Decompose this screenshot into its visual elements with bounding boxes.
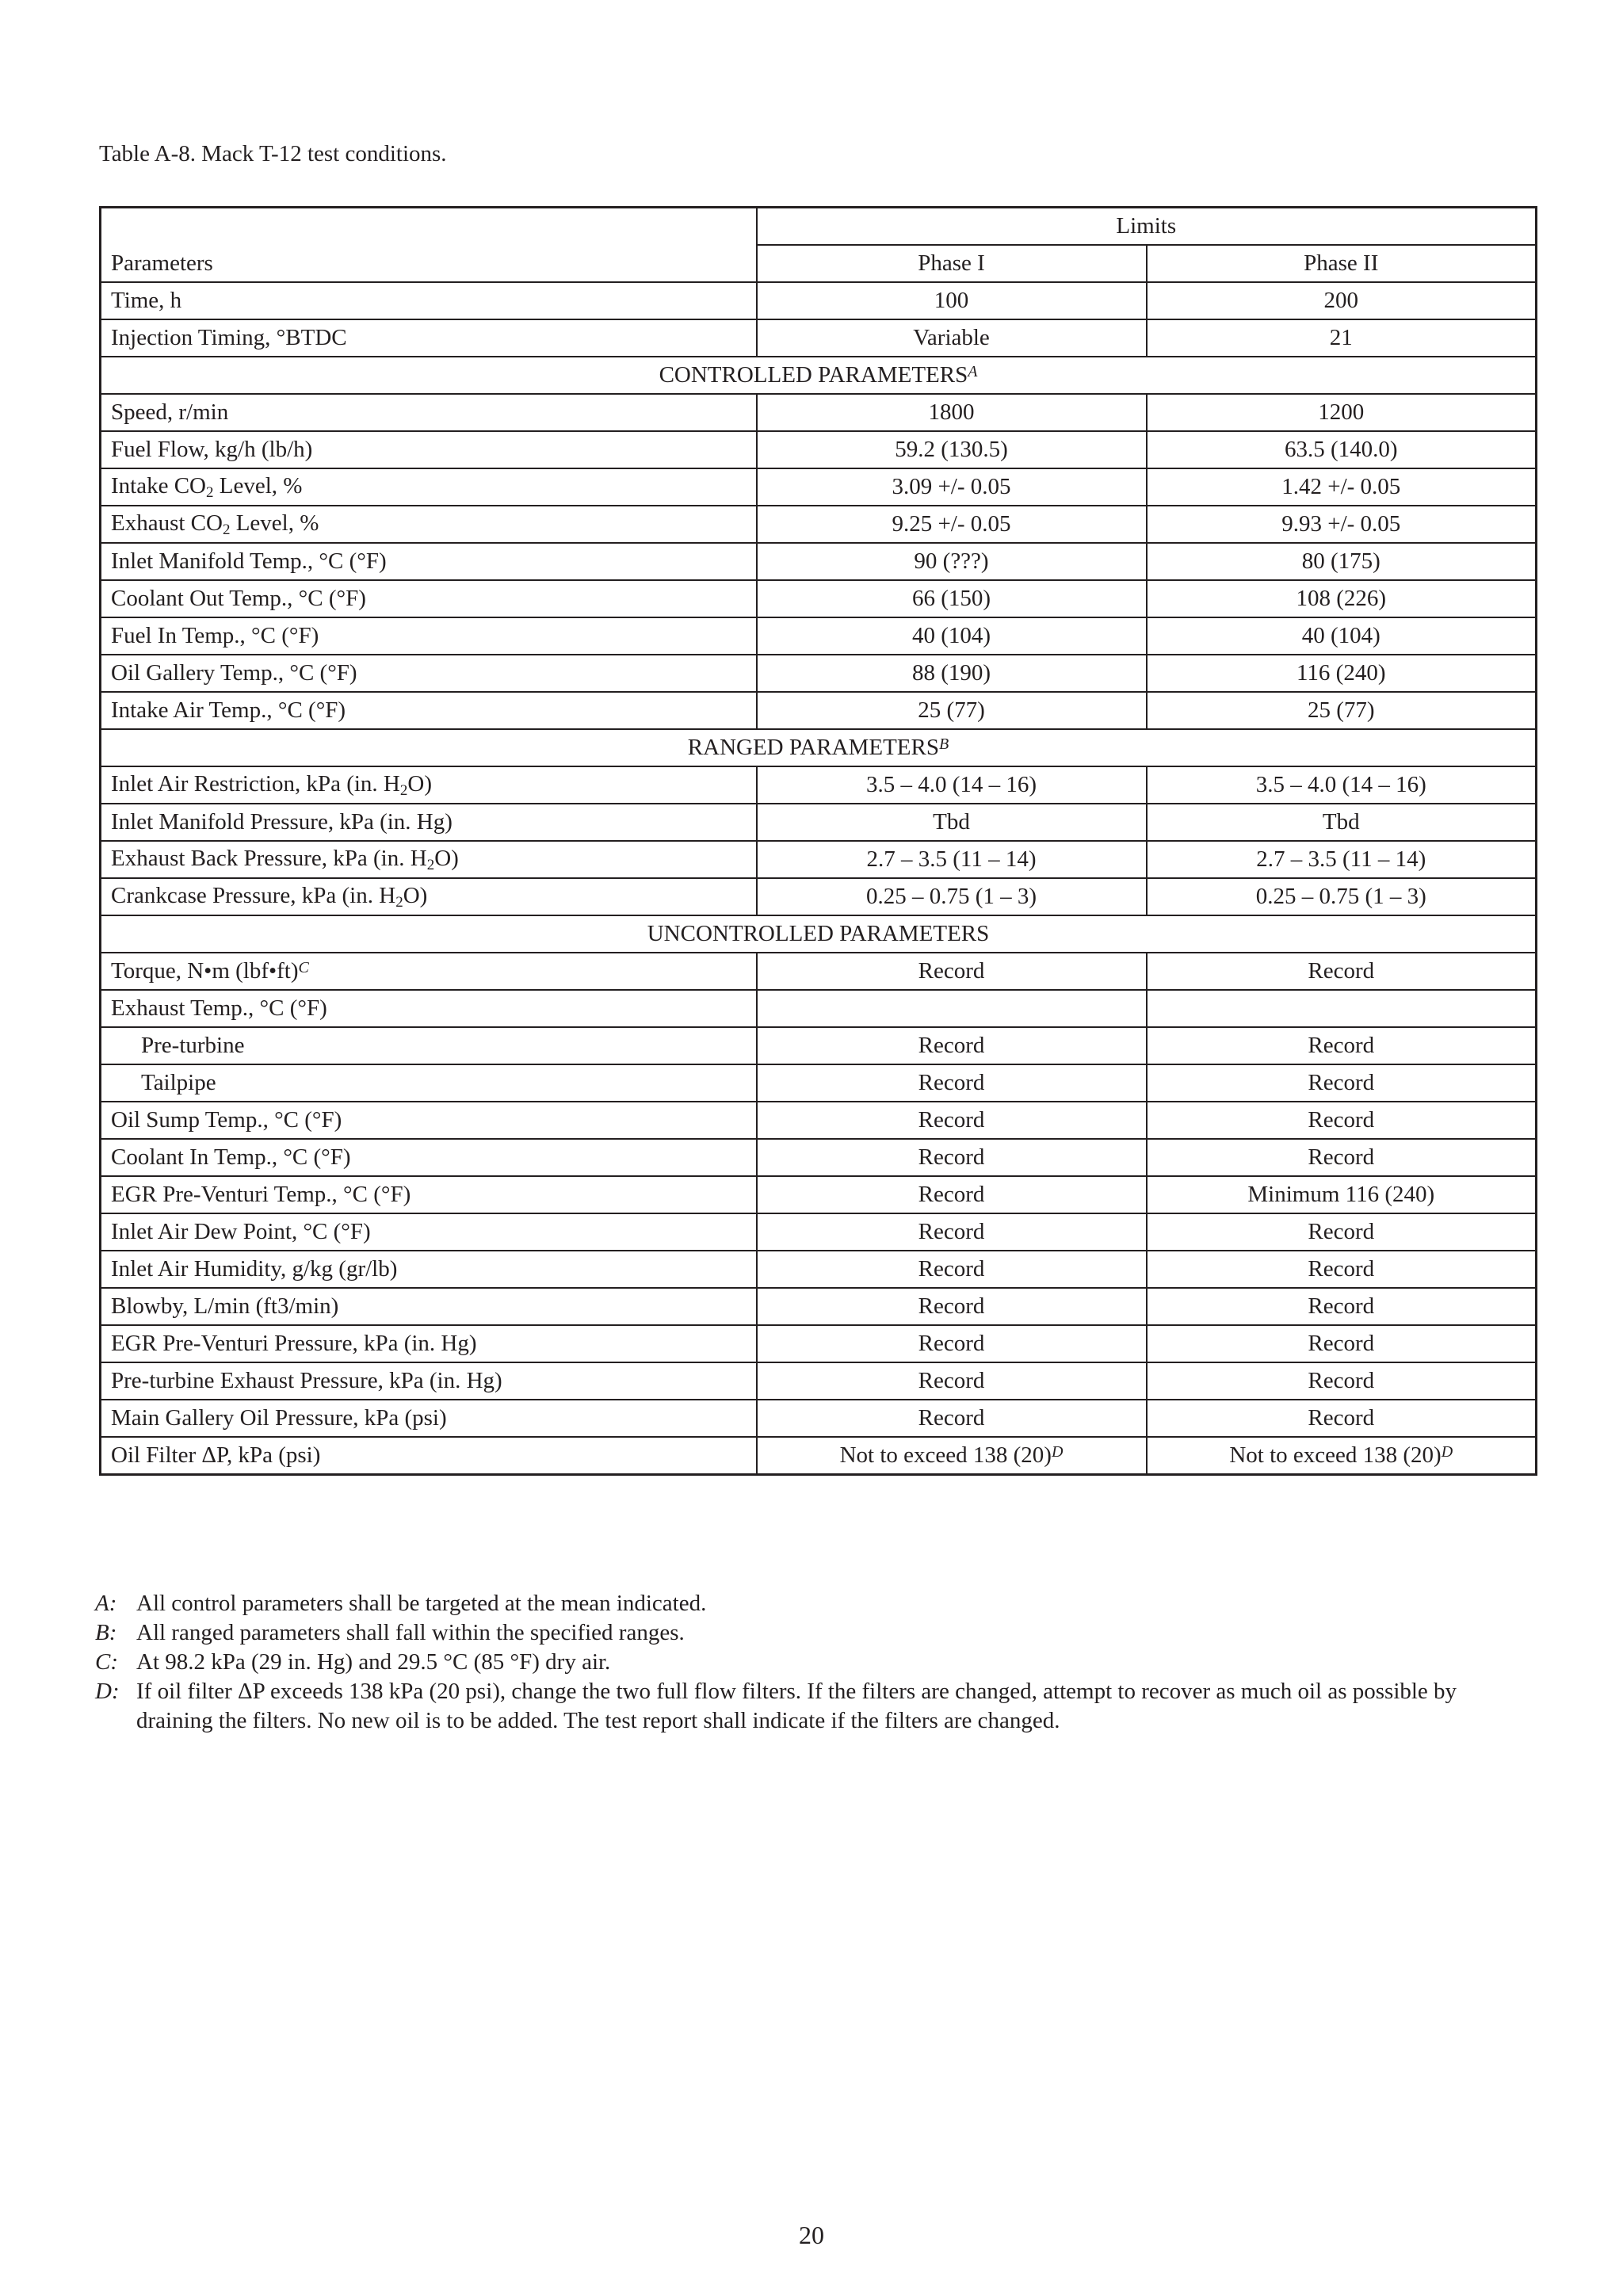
footnote-key: C: [95, 1649, 118, 1675]
section-title-cell [101, 729, 1537, 766]
row-phase-1 [757, 990, 1147, 1027]
footnote-mark: D [1051, 1443, 1064, 1461]
table-row [101, 804, 1537, 841]
footnote-key: D: [95, 1679, 120, 1704]
header-phase-2: Phase II [1147, 245, 1537, 282]
row-phase-2: 80 (175) [1147, 543, 1537, 580]
param-text: Intake CO [111, 472, 206, 499]
row-phase-2: 0.25 – 0.75 (1 – 3) [1147, 878, 1537, 915]
section-header-controlled [101, 357, 1537, 394]
row-param [101, 468, 757, 506]
footnote-b [95, 1618, 1537, 1648]
param-text: O) [434, 845, 459, 871]
row-phase-1: Record [757, 1400, 1147, 1437]
row-phase-2: Record [1147, 1139, 1537, 1176]
param-text: O) [407, 770, 432, 797]
section-header-uncontrolled [101, 915, 1537, 953]
row-phase-1: 9.25 +/- 0.05 [757, 506, 1147, 543]
subscript: 2 [206, 483, 214, 501]
row-phase-2: 2.7 – 3.5 (11 – 14) [1147, 841, 1537, 878]
param-text: Level, % [230, 510, 319, 536]
table-row [101, 1213, 1537, 1251]
footnote-mark: B [938, 735, 949, 753]
row-param: Fuel In Temp., °C (°F) [101, 617, 757, 655]
footnote-text: If oil filter ΔP exceeds 138 kPa (20 psi), change the two full flow filters. If the filters are changed, attempt to recover as much oil as possible by draining the filters. No new oil is to be added. The test report shall indicate if the filters are changed. [136, 1679, 1457, 1733]
row-phase-1: Record [757, 1251, 1147, 1288]
footnote-mark: A [968, 363, 978, 380]
param-text: Crankcase Pressure, kPa (in. H [111, 882, 396, 908]
row-phase-2: Record [1147, 1064, 1537, 1102]
footnote-mark: C [298, 959, 309, 976]
row-phase-2: 1200 [1147, 394, 1537, 431]
row-param: Tailpipe [101, 1064, 757, 1102]
table-row [101, 841, 1537, 878]
footnote-text: All control parameters shall be targeted at the mean indicated. [136, 1591, 707, 1616]
row-phase-2: 108 (226) [1147, 580, 1537, 617]
row-phase-2: 63.5 (140.0) [1147, 431, 1537, 468]
row-param: Coolant Out Temp., °C (°F) [101, 580, 757, 617]
row-phase-2: 25 (77) [1147, 692, 1537, 729]
row-param [101, 953, 757, 990]
table-header-row-2 [101, 245, 1537, 282]
table-row [101, 953, 1537, 990]
row-phase-1: 59.2 (130.5) [757, 431, 1147, 468]
table-header-row-1 [101, 208, 1537, 246]
header-empty-cell [101, 208, 757, 246]
row-phase-2: Minimum 116 (240) [1147, 1176, 1537, 1213]
row-param: Inlet Manifold Pressure, kPa (in. Hg) [101, 804, 757, 841]
table-footnotes [95, 1589, 1537, 1736]
subscript: 2 [426, 856, 435, 873]
table-row [101, 1064, 1537, 1102]
table-row [101, 468, 1537, 506]
table-row [101, 1139, 1537, 1176]
header-parameters: Parameters [101, 245, 757, 282]
row-phase-2: Record [1147, 1325, 1537, 1362]
row-phase-1: Record [757, 1325, 1147, 1362]
table-row [101, 878, 1537, 915]
row-phase-1: Record [757, 953, 1147, 990]
cell-text: Not to exceed 138 (20) [1229, 1442, 1442, 1468]
row-param: Injection Timing, °BTDC [101, 319, 757, 357]
table-row [101, 766, 1537, 804]
header-phase-1: Phase I [757, 245, 1147, 282]
row-param: Pre-turbine [101, 1027, 757, 1064]
footnote-text: At 98.2 kPa (29 in. Hg) and 29.5 °C (85 °F) dry air. [136, 1649, 611, 1675]
footnote-key: A: [95, 1591, 117, 1616]
table-row [101, 1251, 1537, 1288]
table-row [101, 282, 1537, 319]
row-phase-1: 3.5 – 4.0 (14 – 16) [757, 766, 1147, 804]
section-title: RANGED PARAMETERS [687, 735, 939, 760]
row-phase-2 [1147, 1437, 1537, 1475]
table-row [101, 506, 1537, 543]
row-param: Speed, r/min [101, 394, 757, 431]
table-row [101, 580, 1537, 617]
row-phase-1: 2.7 – 3.5 (11 – 14) [757, 841, 1147, 878]
row-phase-1: Record [757, 1139, 1147, 1176]
row-phase-1: Record [757, 1102, 1147, 1139]
cell-text: Not to exceed 138 (20) [839, 1442, 1052, 1468]
section-header-ranged [101, 729, 1537, 766]
row-param: Inlet Air Dew Point, °C (°F) [101, 1213, 757, 1251]
subscript: 2 [399, 781, 408, 799]
table-row [101, 543, 1537, 580]
table-caption: Table A-8. Mack T-12 test conditions. [99, 141, 447, 166]
row-phase-1: 40 (104) [757, 617, 1147, 655]
row-param: Pre-turbine Exhaust Pressure, kPa (in. Hg) [101, 1362, 757, 1400]
table-row [101, 1027, 1537, 1064]
table-row [101, 319, 1537, 357]
param-text: Level, % [213, 472, 303, 499]
param-text: Torque, N•m (lbf•ft) [111, 958, 299, 984]
row-param: Time, h [101, 282, 757, 319]
footnote-mark: D [1441, 1443, 1453, 1461]
row-phase-1 [757, 1437, 1147, 1475]
row-phase-1: 66 (150) [757, 580, 1147, 617]
table-row [101, 990, 1537, 1027]
row-phase-1: Variable [757, 319, 1147, 357]
row-phase-2: Record [1147, 1362, 1537, 1400]
footnote-text: All ranged parameters shall fall within the specified ranges. [136, 1620, 685, 1645]
row-phase-2: 9.93 +/- 0.05 [1147, 506, 1537, 543]
row-phase-2: 21 [1147, 319, 1537, 357]
row-phase-2: 116 (240) [1147, 655, 1537, 692]
row-phase-1: Record [757, 1362, 1147, 1400]
row-phase-2: 200 [1147, 282, 1537, 319]
table-row [101, 692, 1537, 729]
section-title: UNCONTROLLED PARAMETERS [101, 915, 1537, 953]
param-text: Exhaust CO [111, 510, 223, 536]
table-row [101, 617, 1537, 655]
row-phase-2: Record [1147, 953, 1537, 990]
header-limits: Limits [757, 208, 1537, 246]
row-phase-2: Record [1147, 1102, 1537, 1139]
row-phase-2: 1.42 +/- 0.05 [1147, 468, 1537, 506]
row-phase-1: 88 (190) [757, 655, 1147, 692]
row-param: EGR Pre-Venturi Temp., °C (°F) [101, 1176, 757, 1213]
footnote-c [95, 1648, 1537, 1677]
test-conditions-table [99, 206, 1537, 1476]
row-phase-1: 0.25 – 0.75 (1 – 3) [757, 878, 1147, 915]
row-param: Exhaust Temp., °C (°F) [101, 990, 757, 1027]
row-phase-1: Record [757, 1027, 1147, 1064]
row-phase-1: 1800 [757, 394, 1147, 431]
footnote-key: B: [95, 1620, 117, 1645]
table-row [101, 1325, 1537, 1362]
row-phase-2: 3.5 – 4.0 (14 – 16) [1147, 766, 1537, 804]
footnote-a [95, 1589, 1537, 1618]
row-param: Coolant In Temp., °C (°F) [101, 1139, 757, 1176]
row-phase-2: 40 (104) [1147, 617, 1537, 655]
row-phase-2: Record [1147, 1027, 1537, 1064]
table-row [101, 1288, 1537, 1325]
subscript: 2 [395, 893, 403, 911]
row-phase-1: Record [757, 1064, 1147, 1102]
row-param: Inlet Manifold Temp., °C (°F) [101, 543, 757, 580]
subscript: 2 [222, 521, 231, 538]
table-row [101, 1362, 1537, 1400]
row-param: Oil Sump Temp., °C (°F) [101, 1102, 757, 1139]
row-phase-2: Record [1147, 1213, 1537, 1251]
row-param [101, 766, 757, 804]
table-row [101, 1176, 1537, 1213]
param-text: Inlet Air Restriction, kPa (in. H [111, 770, 400, 797]
row-phase-1: 25 (77) [757, 692, 1147, 729]
row-phase-1: Record [757, 1213, 1147, 1251]
page-number: 20 [799, 2221, 824, 2249]
row-phase-2: Record [1147, 1251, 1537, 1288]
table-row [101, 394, 1537, 431]
section-title: CONTROLLED PARAMETERS [659, 362, 968, 388]
table-row [101, 1437, 1537, 1475]
row-phase-1: 100 [757, 282, 1147, 319]
row-param: Blowby, L/min (ft3/min) [101, 1288, 757, 1325]
row-phase-1: Tbd [757, 804, 1147, 841]
row-param: Fuel Flow, kg/h (lb/h) [101, 431, 757, 468]
row-param [101, 506, 757, 543]
row-phase-2 [1147, 990, 1537, 1027]
row-phase-1: Record [757, 1176, 1147, 1213]
table-row [101, 1102, 1537, 1139]
table-row [101, 655, 1537, 692]
row-param: Oil Filter ΔP, kPa (psi) [101, 1437, 757, 1475]
row-phase-1: 90 (???) [757, 543, 1147, 580]
row-param: Main Gallery Oil Pressure, kPa (psi) [101, 1400, 757, 1437]
section-title-cell [101, 357, 1537, 394]
row-phase-2: Tbd [1147, 804, 1537, 841]
table-row [101, 431, 1537, 468]
param-text: Exhaust Back Pressure, kPa (in. H [111, 845, 427, 871]
row-phase-2: Record [1147, 1288, 1537, 1325]
param-text: O) [403, 882, 428, 908]
row-phase-1: Record [757, 1288, 1147, 1325]
row-param: Intake Air Temp., °C (°F) [101, 692, 757, 729]
row-param: Oil Gallery Temp., °C (°F) [101, 655, 757, 692]
row-phase-2: Record [1147, 1400, 1537, 1437]
row-param: EGR Pre-Venturi Pressure, kPa (in. Hg) [101, 1325, 757, 1362]
table-row [101, 1400, 1537, 1437]
row-phase-1: 3.09 +/- 0.05 [757, 468, 1147, 506]
row-param [101, 841, 757, 878]
row-param: Inlet Air Humidity, g/kg (gr/lb) [101, 1251, 757, 1288]
footnote-d [95, 1677, 1537, 1736]
row-param [101, 878, 757, 915]
